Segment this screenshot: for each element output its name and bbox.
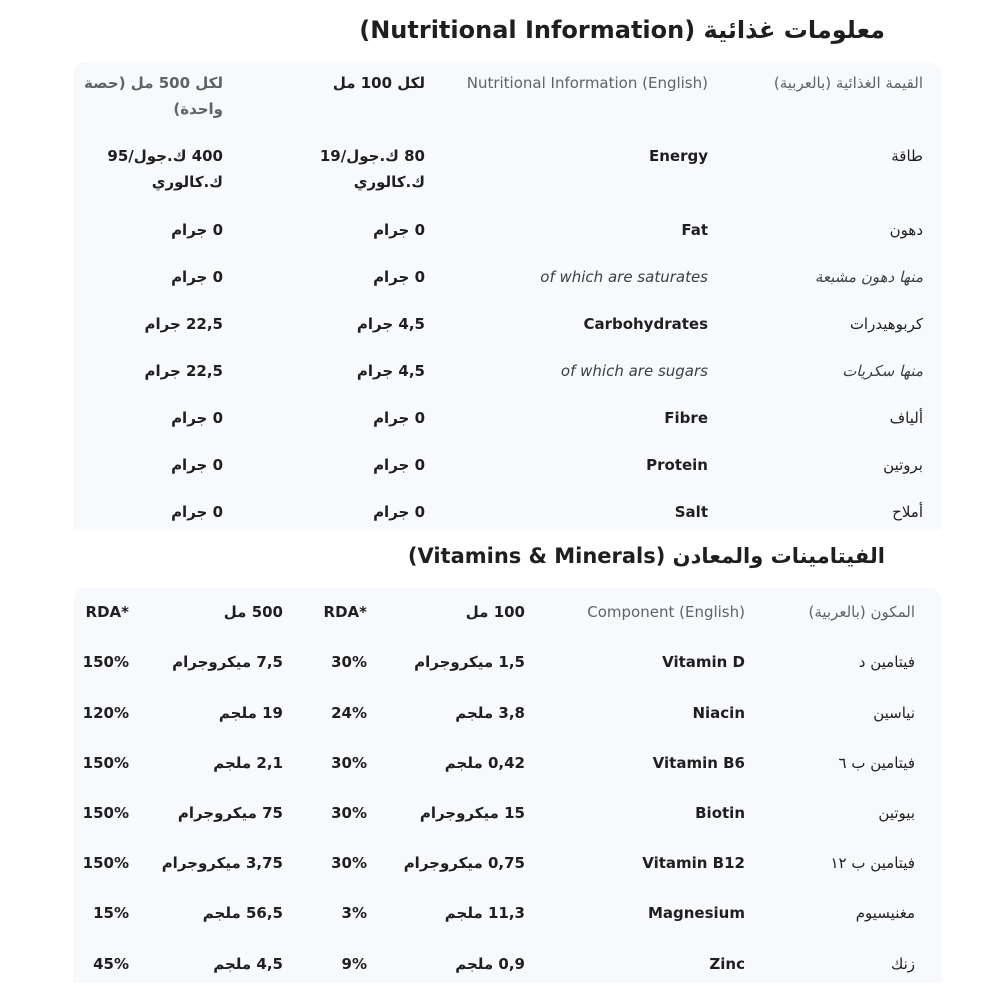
row-rda500: 45% [93, 955, 129, 973]
row-english: Fat [681, 221, 708, 239]
row-arabic: مغنيسيوم [855, 904, 915, 922]
row-english: Fibre [664, 409, 708, 427]
row-arabic: فيتامين ب ١٢ [830, 854, 915, 872]
row-per500: 3,75 ميكروجرام [161, 854, 283, 872]
row-arabic: بروتين [883, 456, 923, 474]
row-per500: 4,5 ملجم [213, 955, 283, 973]
row-per500: 0 جرام [171, 503, 223, 521]
row-arabic: منها دهون مشبعة [814, 268, 923, 286]
row-per500: 0 جرام [171, 409, 223, 427]
header-rda500: RDA* [85, 603, 129, 621]
row-arabic: منها سكريات [842, 362, 923, 380]
header-per100: لكل 100 مل [332, 74, 425, 92]
row-rda100: 30% [331, 653, 367, 671]
row-per500: 0 جرام [171, 221, 223, 239]
row-per100: 0 جرام [373, 221, 425, 239]
row-rda100: 30% [331, 804, 367, 822]
row-english: Vitamin D [662, 653, 745, 671]
row-per100: 0 جرام [373, 503, 425, 521]
nutrition-title: معلومات غذائية (Nutritional Information) [359, 16, 885, 44]
row-arabic: نياسين [873, 704, 915, 722]
row-english: Magnesium [647, 904, 745, 922]
header-rda100: RDA* [323, 603, 367, 621]
header-arabic: المكون (بالعربية) [808, 603, 915, 621]
header-english: Component (English) [587, 603, 745, 621]
row-per100: 0,42 ملجم [444, 754, 525, 772]
row-per100: 0,9 ملجم [455, 955, 525, 973]
row-per100: 0,75 ميكروجرام [403, 854, 525, 872]
row-per100: 4,5 جرام [356, 315, 425, 333]
row-english: Protein [646, 456, 708, 474]
row-per100: 15 ميكروجرام [419, 804, 525, 822]
row-rda100: 30% [331, 854, 367, 872]
row-per500: 22,5 جرام [144, 362, 223, 380]
row-per500: 0 جرام [171, 456, 223, 474]
row-english: Niacin [692, 704, 745, 722]
row-arabic: فيتامين ب ٦ [838, 754, 915, 772]
row-rda500: 120% [82, 704, 129, 722]
header-per500: 500 مل [223, 603, 283, 621]
row-rda100: 30% [331, 754, 367, 772]
row-rda100: 3% [341, 904, 367, 922]
row-arabic: بيوتين [878, 804, 915, 822]
row-per100: 0 جرام [373, 456, 425, 474]
row-per100: 3,8 ملجم [455, 704, 525, 722]
row-arabic: دهون [889, 221, 923, 239]
header-per500: لكل 500 مل (حصة واحدة) [84, 74, 223, 118]
row-per500: 0 جرام [171, 268, 223, 286]
row-english: Biotin [695, 804, 745, 822]
row-per500: 22,5 جرام [144, 315, 223, 333]
row-rda500: 150% [82, 854, 129, 872]
row-rda500: 15% [93, 904, 129, 922]
row-per500: 2,1 ملجم [213, 754, 283, 772]
row-per500: 7,5 ميكروجرام [172, 653, 283, 671]
row-arabic: كربوهيدرات [849, 315, 923, 333]
header-arabic: القيمة الغذائية (بالعربية) [773, 74, 923, 92]
row-rda500: 150% [82, 653, 129, 671]
row-per500: 400 ك.جول/95 ك.كالوري [107, 147, 223, 191]
row-arabic: طاقة [891, 147, 923, 165]
row-english: Energy [648, 147, 708, 165]
row-english: Vitamin B6 [652, 754, 745, 772]
row-english: Zinc [709, 955, 745, 973]
row-rda500: 150% [82, 754, 129, 772]
row-arabic: زنك [890, 955, 915, 973]
header-english: Nutritional Information (English) [466, 74, 708, 92]
row-rda100: 24% [331, 704, 367, 722]
row-rda100: 9% [341, 955, 367, 973]
row-english: Salt [674, 503, 708, 521]
row-rda500: 150% [82, 804, 129, 822]
row-english: Carbohydrates [583, 315, 708, 333]
row-english: of which are sugars [560, 362, 708, 380]
nutrition-table [73, 62, 942, 530]
row-per500: 56,5 ملجم [202, 904, 283, 922]
row-arabic: فيتامين د [858, 653, 915, 671]
row-english: of which are saturates [540, 268, 708, 286]
row-english: Vitamin B12 [642, 854, 745, 872]
row-per100: 0 جرام [373, 268, 425, 286]
row-per500: 19 ملجم [218, 704, 283, 722]
vitamins-table [73, 588, 942, 983]
row-per100: 0 جرام [373, 409, 425, 427]
row-per100: 1,5 ميكروجرام [414, 653, 525, 671]
row-per500: 75 ميكروجرام [177, 804, 283, 822]
vitamins-title: الفيتامينات والمعادن (Vitamins & Minerals) [407, 544, 885, 568]
header-per100: 100 مل [465, 603, 525, 621]
row-arabic: أملاح [892, 503, 923, 521]
row-per100: 4,5 جرام [356, 362, 425, 380]
row-per100: 80 ك.جول/19 ك.كالوري [319, 147, 425, 191]
row-arabic: ألياف [889, 409, 923, 427]
row-per100: 11,3 ملجم [444, 904, 525, 922]
